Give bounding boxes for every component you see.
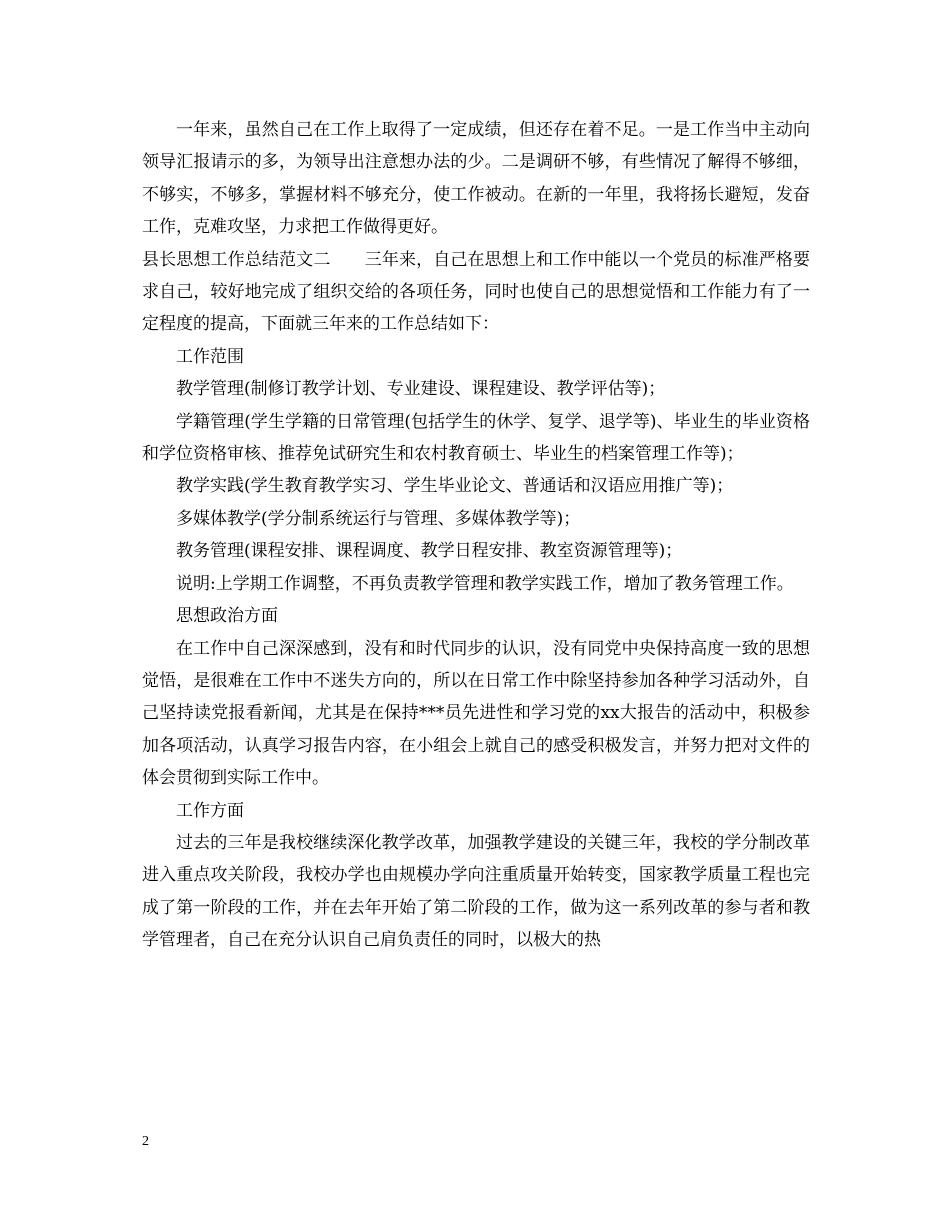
section-heading-ideology: 思想政治方面 [176,606,278,627]
list-item-student-status-management: 学籍管理(学生学籍的日常管理(包括学生的休学、复学、退学等)、毕业生的毕业资格和学位资格审核、推荐免试研究生和农村教育硕士、毕业生的档案管理工作等)； [142,411,810,465]
paragraph-work: 过去的三年是我校继续深化教学改革，加强教学建设的关键三年，我校的学分制改革进入重点攻关阶段，我校办学也由规模办学向注重质量开始转变，国家教学质量工程也完成了第一阶段的工作，并在去年开始了第二阶段的工作，做为这一系列改革的参与者和教学管理者，自己在充分认识自己肩负责任的同时，以极大的热 [142,832,810,951]
document-body [142,114,810,957]
list-item-teaching-practice: 教学实践(学生教育教学实习、学生毕业论文、普通话和汉语应用推广等)； [176,476,734,497]
paragraph-1: 一年来，虽然自己在工作上取得了一定成绩，但还存在着不足。一是工作当中主动向领导汇报请示的多，为领导出注意想办法的少。二是调研不够，有些情况了解得不够细，不够实，不够多，掌握材料不够充分，使工作被动。在新的一年里，我将扬长避短，发奋工作，克难攻坚，力求把工作做得更好。 [142,120,810,238]
paragraph-ideology: 在工作中自己深深感到，没有和时代同步的认识，没有同党中央保持高度一致的思想觉悟，是很难在工作中不迷失方向的，所以在日常工作中除坚持参加各种学习活动外，自己坚持读党报看新闻，尤其是在保持***员先进性和学习党的xx大报告的活动中，积极参加各项活动，认真学习报告内容，在小组会上就自己的感受积极发言，并努力把对文件的体会贯彻到实际工作中。 [142,638,810,789]
list-item-teaching-management: 教学管理(制修订教学计划、专业建设、课程建设、教学评估等)； [176,379,666,400]
list-item-multimedia-teaching: 多媒体教学(学分制系统运行与管理、多媒体教学等)； [176,508,581,529]
paragraph-2: 县长思想工作总结范文二 三年来，自己在思想上和工作中能以一个党员的标准严格要求自己，较好地完成了组织交给的各项任务，同时也使自己的思想觉悟和工作能力有了一定程度的提高，下面就三年来的工作总结如下： [142,249,810,335]
paragraph-note: 说明:上学期工作调整，不再负责教学管理和教学实践工作，增加了教务管理工作。 [176,573,794,594]
section-heading-work-scope: 工作范围 [176,346,244,367]
list-item-academic-affairs: 教务管理(课程安排、课程调度、教学日程安排、教室资源管理等)； [176,541,683,562]
section-heading-work: 工作方面 [176,800,244,821]
page-number: 2 [142,1134,149,1149]
